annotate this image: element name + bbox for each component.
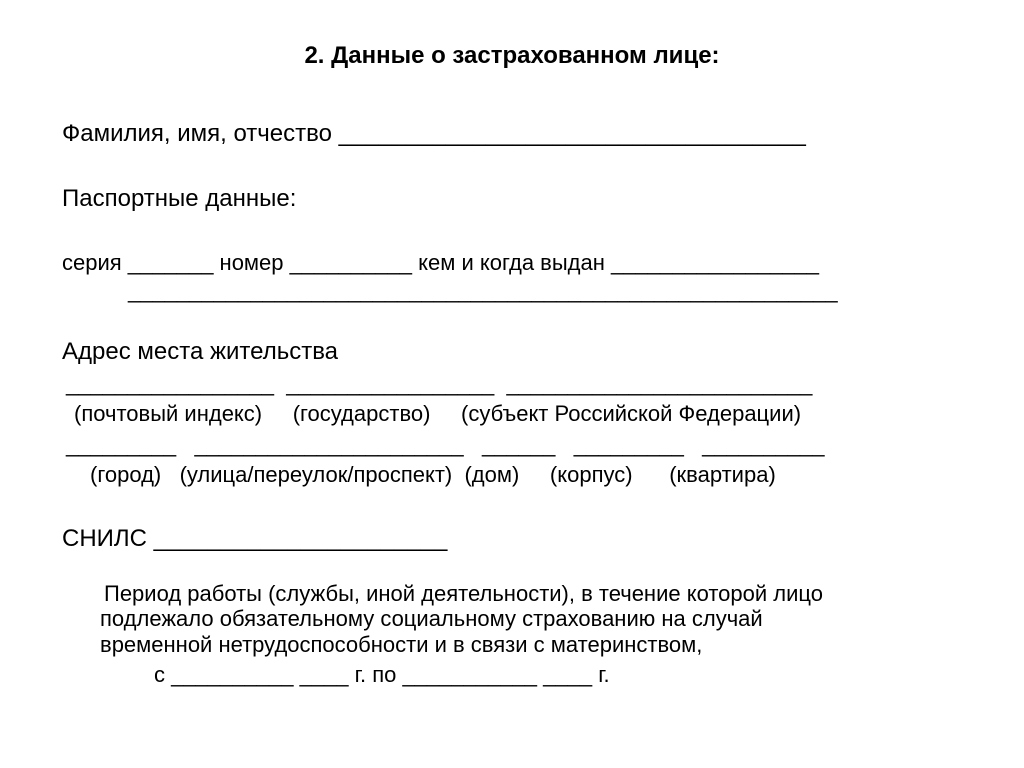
- address-blanks-row1: _________________ _________________ _________________________: [66, 371, 813, 396]
- period-text-line1: Период работы (службы, иной деятельности), в течение которой лицо: [104, 581, 823, 606]
- section-title: 2. Данные о застрахованном лице:: [304, 42, 720, 69]
- fio-line: Фамилия, имя, отчество ___________________________________: [62, 120, 806, 147]
- address-labels-row1: (почтовый индекс) (государство) (субъект Российской Федерации): [74, 401, 802, 426]
- snils-line: СНИЛС ______________________: [62, 525, 448, 552]
- address-heading: Адрес места жительства: [62, 338, 339, 365]
- period-text-line3: временной нетрудоспособности и в связи с материнством,: [100, 632, 703, 657]
- period-dates-line: с __________ ____ г. по ___________ ____ г.: [154, 662, 610, 687]
- passport-line-series: серия _______ номер __________ кем и когда выдан _________________: [62, 250, 820, 275]
- address-blanks-row2: _________ ______________________ ______ _________ __________: [66, 432, 825, 457]
- passport-heading: Паспортные данные:: [62, 185, 297, 212]
- passport-line-issued: __________________________________________________________: [128, 278, 838, 303]
- period-text-line2: подлежало обязательному социальному страхованию на случай: [100, 606, 763, 631]
- address-labels-row2: (город) (улица/переулок/проспект) (дом) (корпус) (квартира): [90, 462, 776, 487]
